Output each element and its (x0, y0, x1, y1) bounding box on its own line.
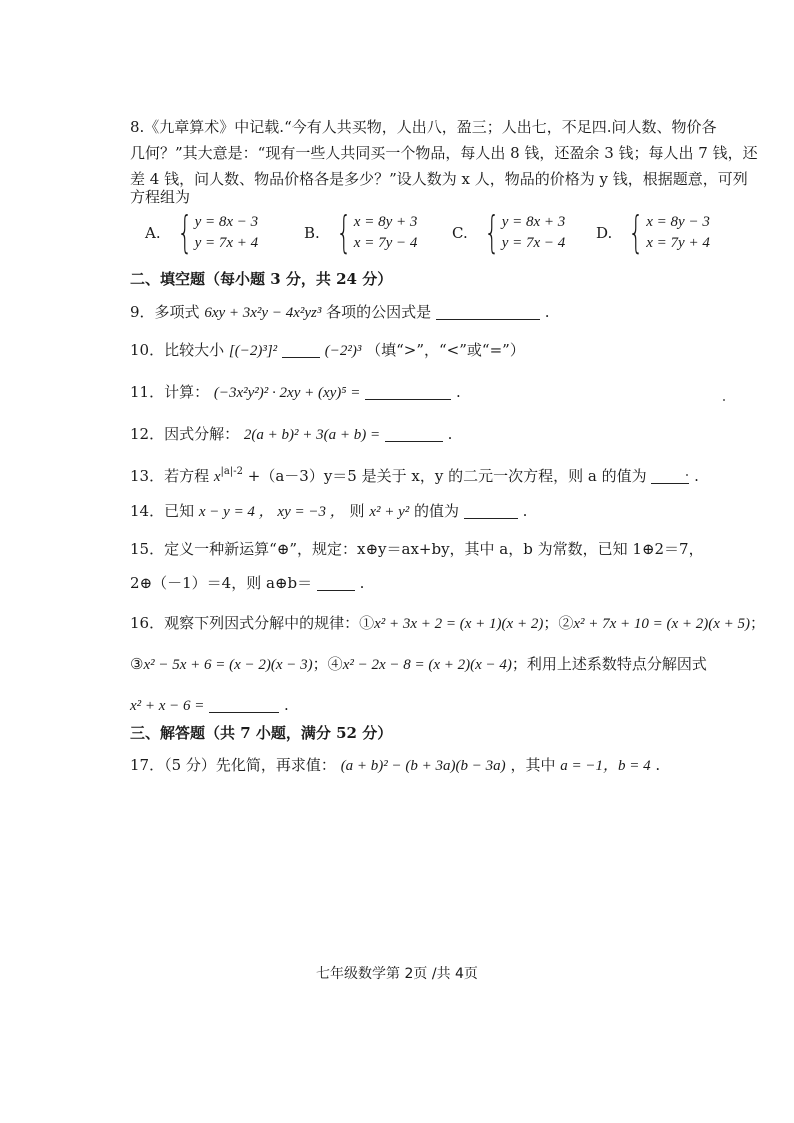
q8-line-2: 几何？”其大意是：“现有一些人共同买一个物品，每人出 8 钱，还盈余 3 钱；每人出 7 钱，还 (130, 144, 758, 162)
q9-end: . (544, 303, 550, 321)
question-16-line-2 (130, 653, 707, 676)
q17-expression: (a + b)² − (b + 3a)(b − 3a) (340, 758, 506, 774)
equation-system (646, 212, 710, 254)
option-letter: C. (452, 224, 468, 242)
q17-end: . (655, 756, 661, 774)
q15-line-1: 15．定义一种新运算“⊕”，规定：x⊕y＝ax+by，其中 a，b 为常数，已知 1⊕2＝7， (130, 540, 704, 558)
question-9 (130, 301, 550, 324)
q12-end: . (447, 425, 453, 443)
answer-blank[interactable] (209, 698, 279, 713)
equation: x = 8y + 3 (353, 214, 418, 230)
answer-blank[interactable] (464, 504, 518, 519)
q14-expression: x² + y² (369, 504, 410, 520)
q16-prefix: 16．观察下列因式分解中的规律：① (130, 614, 375, 632)
q8-line-4: 方程组为 (130, 188, 191, 206)
q12-prefix: 12．因式分解： (130, 425, 240, 443)
brace-icon: { (336, 207, 352, 258)
question-15-line-2 (130, 572, 364, 594)
q10-hint: （填“>”，“<”或“=”） (366, 341, 525, 359)
equation-system (195, 212, 259, 254)
q16-marker: ③ (130, 655, 144, 673)
q13-end: . (694, 467, 699, 485)
q11-prefix: 11．计算： (130, 383, 210, 401)
question-14 (130, 500, 527, 523)
q16-instruction: ；利用上述系数特点分解因式 (511, 655, 707, 673)
q8-line-3: 差 4 钱，问人数、物品价格各是多少？”设人数为 x 人，物品的价格为 y 钱，根据题意，可列 (130, 170, 748, 188)
q14-condition: x − y = 4 ， xy = −3 ， (198, 504, 345, 520)
q9-prefix: 9．多项式 (130, 303, 200, 321)
equation: y = 7x + 4 (194, 235, 259, 251)
answer-blank[interactable] (365, 385, 451, 400)
q8-option-c (452, 207, 566, 258)
section-heading-fill-in: 二、填空题（每小题 3 分，共 24 分） (130, 270, 393, 288)
q13-text: +（a－3）y＝5 是关于 x，y 的二元一次方程，则 a 的值为 (247, 467, 647, 485)
question-12 (130, 423, 452, 446)
q13-variable: x (213, 469, 221, 485)
equation: y = 8x + 3 (501, 214, 566, 230)
equation: x = 8y − 3 (646, 214, 710, 230)
option-letter: B. (304, 224, 320, 242)
q16-separator: ；② (543, 614, 574, 632)
answer-blank[interactable] (282, 343, 320, 358)
section-heading-solutions: 三、解答题（共 7 小题，满分 52 分） (130, 724, 393, 742)
answer-blank[interactable] (651, 469, 689, 484)
q16-example-3: x² − 5x + 6 = (x − 2)(x − 3) (143, 657, 313, 673)
question-16-line-3 (130, 694, 289, 717)
question-16-line-1 (130, 612, 765, 635)
question-17 (130, 754, 660, 777)
q16-example-1: x² + 3x + 2 = (x + 1)(x + 2) (374, 616, 544, 632)
equation: x = 7y − 4 (353, 235, 418, 251)
q10-prefix: 10．比较大小 (130, 341, 225, 359)
equation-system (502, 212, 566, 254)
q9-expression: 6xy + 3x²y − 4x²yz³ (204, 305, 322, 321)
q16-end: . (284, 696, 289, 714)
q15-end: . (359, 574, 365, 592)
q8-option-a (145, 207, 259, 258)
scan-speck (686, 474, 688, 476)
equation: x = 7y + 4 (646, 235, 710, 251)
q10-right-expression: (−2²)³ (324, 343, 362, 359)
q8-line-1: 8.《九章算术》中记载.“今有人共买物，人出八，盈三；人出七，不足四.问人数、物价各 (130, 118, 717, 136)
page-footer: 七年级数学第 2页 /共 4页 (316, 966, 478, 982)
q14-mid: 则 (349, 502, 365, 520)
q13-prefix: 13．若方程 (130, 467, 210, 485)
equation: y = 7x − 4 (501, 235, 566, 251)
q8-option-b (304, 207, 418, 258)
q14-text: 的值为 (414, 502, 460, 520)
question-11 (130, 381, 461, 404)
q16-separator: ； (750, 614, 766, 632)
q11-end: . (455, 383, 461, 401)
q16-separator: ；④ (312, 655, 343, 673)
q15-line-2: 2⊕（－1）＝4，则 a⊕b＝ (130, 574, 313, 592)
answer-blank[interactable] (385, 427, 443, 442)
equation: y = 8x − 3 (194, 214, 259, 230)
scan-speck (723, 399, 725, 401)
q14-prefix: 14．已知 (130, 502, 195, 520)
q9-text: 各项的公因式是 (326, 303, 432, 321)
q14-end: . (522, 502, 528, 520)
equation-system (354, 212, 418, 254)
q17-prefix: 17．（5 分）先化简，再求值： (130, 756, 336, 774)
q8-option-d (596, 207, 710, 258)
q17-condition: a = −1，b = 4 (560, 758, 651, 774)
q13-exponent: |a|-2 (220, 466, 243, 477)
answer-blank[interactable] (436, 305, 540, 320)
q17-text: ，其中 (510, 756, 556, 774)
q16-example-2: x² + 7x + 10 = (x + 2)(x + 5) (573, 616, 751, 632)
brace-icon: { (628, 207, 644, 258)
q10-left-expression: [(−2)³]² (228, 343, 278, 359)
q16-example-4: x² − 2x − 8 = (x + 2)(x − 4) (342, 657, 512, 673)
option-letter: A. (145, 224, 161, 242)
question-10 (130, 339, 525, 362)
q16-target-expression: x² + x − 6 = (130, 698, 205, 714)
brace-icon: { (484, 207, 500, 258)
brace-icon: { (176, 207, 193, 258)
q11-expression: (−3x²y²)² · 2xy + (xy)⁵ = (213, 385, 361, 401)
answer-blank[interactable] (317, 576, 355, 591)
question-13 (130, 461, 699, 488)
option-letter: D. (596, 224, 613, 242)
q12-expression: 2(a + b)² + 3(a + b) = (243, 427, 381, 443)
